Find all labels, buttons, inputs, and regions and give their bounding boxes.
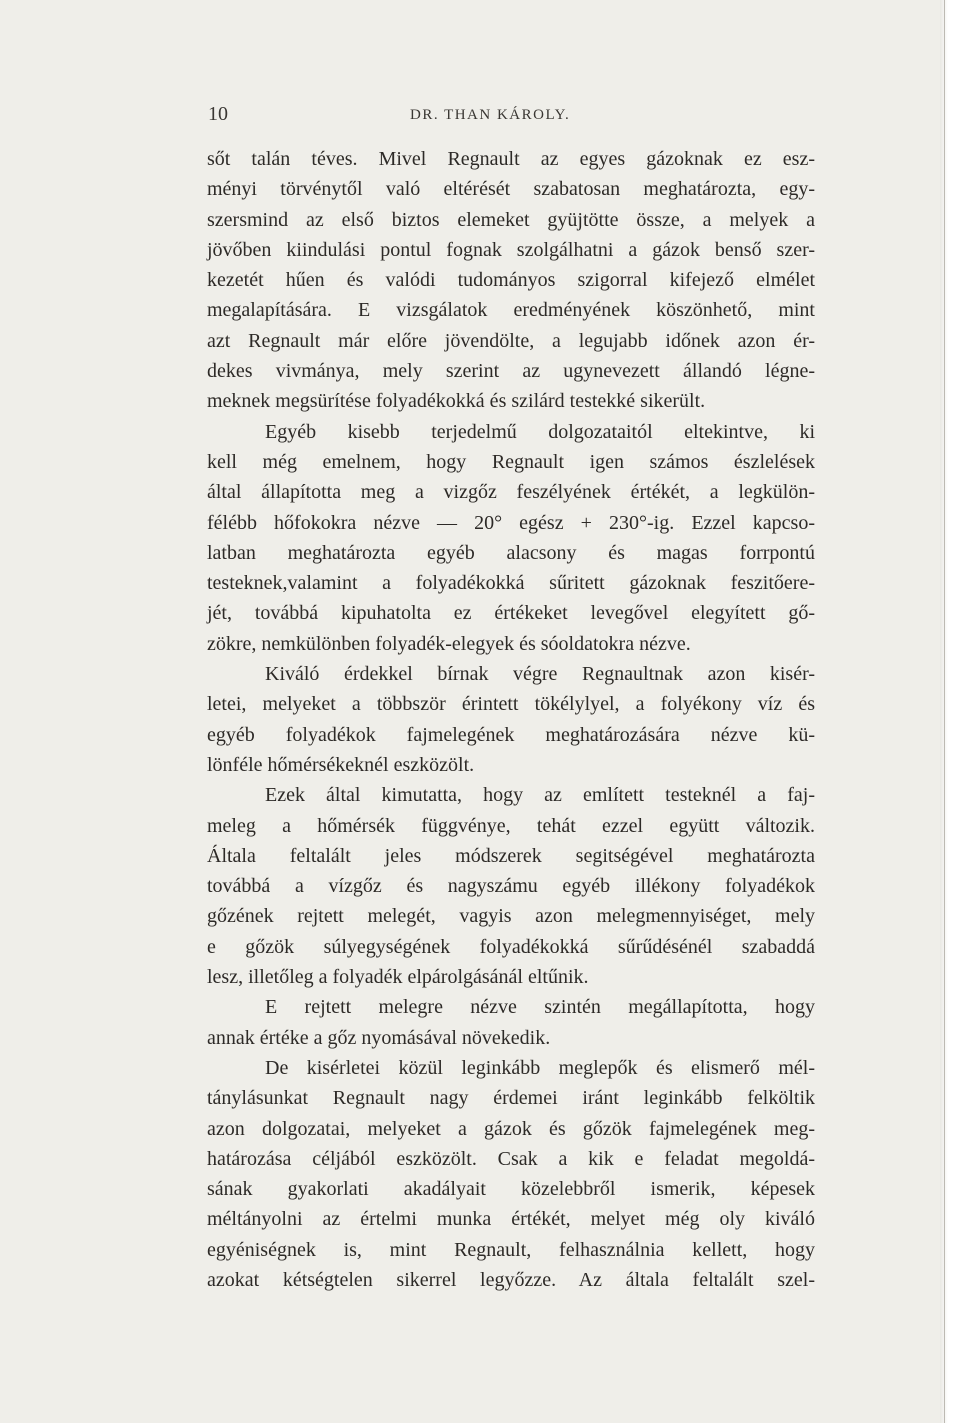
text-line: azon dolgozatai, melyeket a gázok és gőzök fajmelegének meg- [207, 1117, 815, 1140]
text-line: ményi törvénytől való eltérését szabatosan meghatározta, egy- [207, 178, 815, 201]
text-line: határozása céljából eszközölt. Csak a kik e feladat megoldá- [207, 1147, 815, 1170]
text-line: félébb hőfokokra nézve — 20° egész + 230°-ig. Ezzel kapcso- [207, 511, 815, 534]
text-line: dekes vivmánya, mely szerint az ugynevezett állandó légne- [207, 360, 815, 383]
text-line: Egyéb kisebb terjedelmű dolgozataitól eltekintve, ki [265, 420, 815, 443]
text-line: egyéb folyadékok fajmelegének meghatározására nézve kü- [207, 723, 815, 746]
text-line: Ezek által kimutatta, hogy az említett testeknél a faj- [265, 784, 815, 807]
page-edge-line [944, 0, 945, 1423]
text-line: sának gyakorlati akadályait közelebbről ismerik, képesek [207, 1178, 815, 1201]
text-line: Kiváló érdekkel bírnak végre Regnaultnak azon kisér- [265, 663, 815, 686]
text-line: tánylásunkat Regnault nagy érdemei iránt leginkább felköltik [207, 1087, 815, 1110]
text-line: által állapította meg a vizgőz feszélyének értékét, a legkülön- [207, 481, 815, 504]
text-line: zökre, nemkülönben folyadék-elegyek és sóoldatokra nézve. [207, 632, 691, 655]
text-line: kell még emelnem, hogy Regnault igen számos észlelések [207, 450, 815, 473]
page-header [208, 103, 814, 133]
text-line: e gőzök súlyegységének folyadékokká sűrűdésénél szabaddá [207, 935, 815, 958]
text-line: letei, melyeket a többször érintett tökélylyel, a folyékony víz és [207, 693, 815, 716]
text-line: Általa feltalált jeles módszerek segitségével meghatározta [207, 844, 815, 867]
text-line: testeknek,valamint a folyadékokká sűritett gázoknak feszitőere- [207, 572, 815, 595]
text-line: sőt talán téves. Mivel Regnault az egyes gázoknak ez esz- [207, 148, 815, 170]
text-line: azokat kétségtelen sikerrel legyőzze. Az általa feltalált szel- [207, 1268, 815, 1291]
text-line: De kisérletei közül leginkább meglepők és elismerő mél- [265, 1056, 815, 1079]
text-line: annak értéke a gőz nyomásával növekedik. [207, 1026, 551, 1049]
page-number: 10 [208, 103, 228, 125]
text-line: gőzének rejtett melegét, vagyis azon melegmennyiséget, mely [207, 905, 815, 928]
text-line: lönféle hőmérsékeknél eszközölt. [207, 753, 475, 776]
text-line: megalapítására. E vizsgálatok eredményének köszönhető, mint [207, 299, 815, 322]
text-line: meknek megsürítése folyadékokká és szilárd testekké sikerült. [207, 390, 706, 413]
body-text [207, 144, 815, 1295]
text-line: azt Regnault már előre jövendölte, a legujabb időnek azon ér- [207, 329, 815, 352]
text-line: jövőben kiindulási pontul fognak szolgálhatni a gázok benső szer- [207, 238, 815, 261]
text-line: méltányolni az értelmi munka értékét, melyet még oly kiváló [207, 1208, 815, 1231]
text-line: lesz, illetőleg a folyadék elpárolgásánál eltűnik. [207, 966, 589, 989]
text-line: szersmind az első biztos elemeket gyüjtötte össze, a melyek a [207, 208, 815, 231]
page-edge [940, 0, 960, 1423]
text-line: latban meghatározta egyéb alacsony és magas forrpontú [207, 541, 815, 564]
running-head: DR. THAN KÁROLY. [410, 107, 571, 123]
text-line: jét, továbbá kipuhatolta ez értékeket levegővel elegyített gő- [207, 602, 815, 625]
text-line: továbbá a vízgőz és nagyszámu egyéb illékony folyadékok [207, 875, 815, 898]
text-line: meleg a hőmérsék függvénye, tehát ezzel együtt változik. [207, 814, 815, 837]
text-line: kezetét hűen és valódi tudományos szigorral kifejező elmélet [207, 269, 815, 292]
text-line: E rejtett melegre nézve szintén megállapította, hogy [265, 996, 815, 1019]
text-line: egyéniségnek is, mint Regnault, felhasználnia kellett, hogy [207, 1238, 815, 1261]
